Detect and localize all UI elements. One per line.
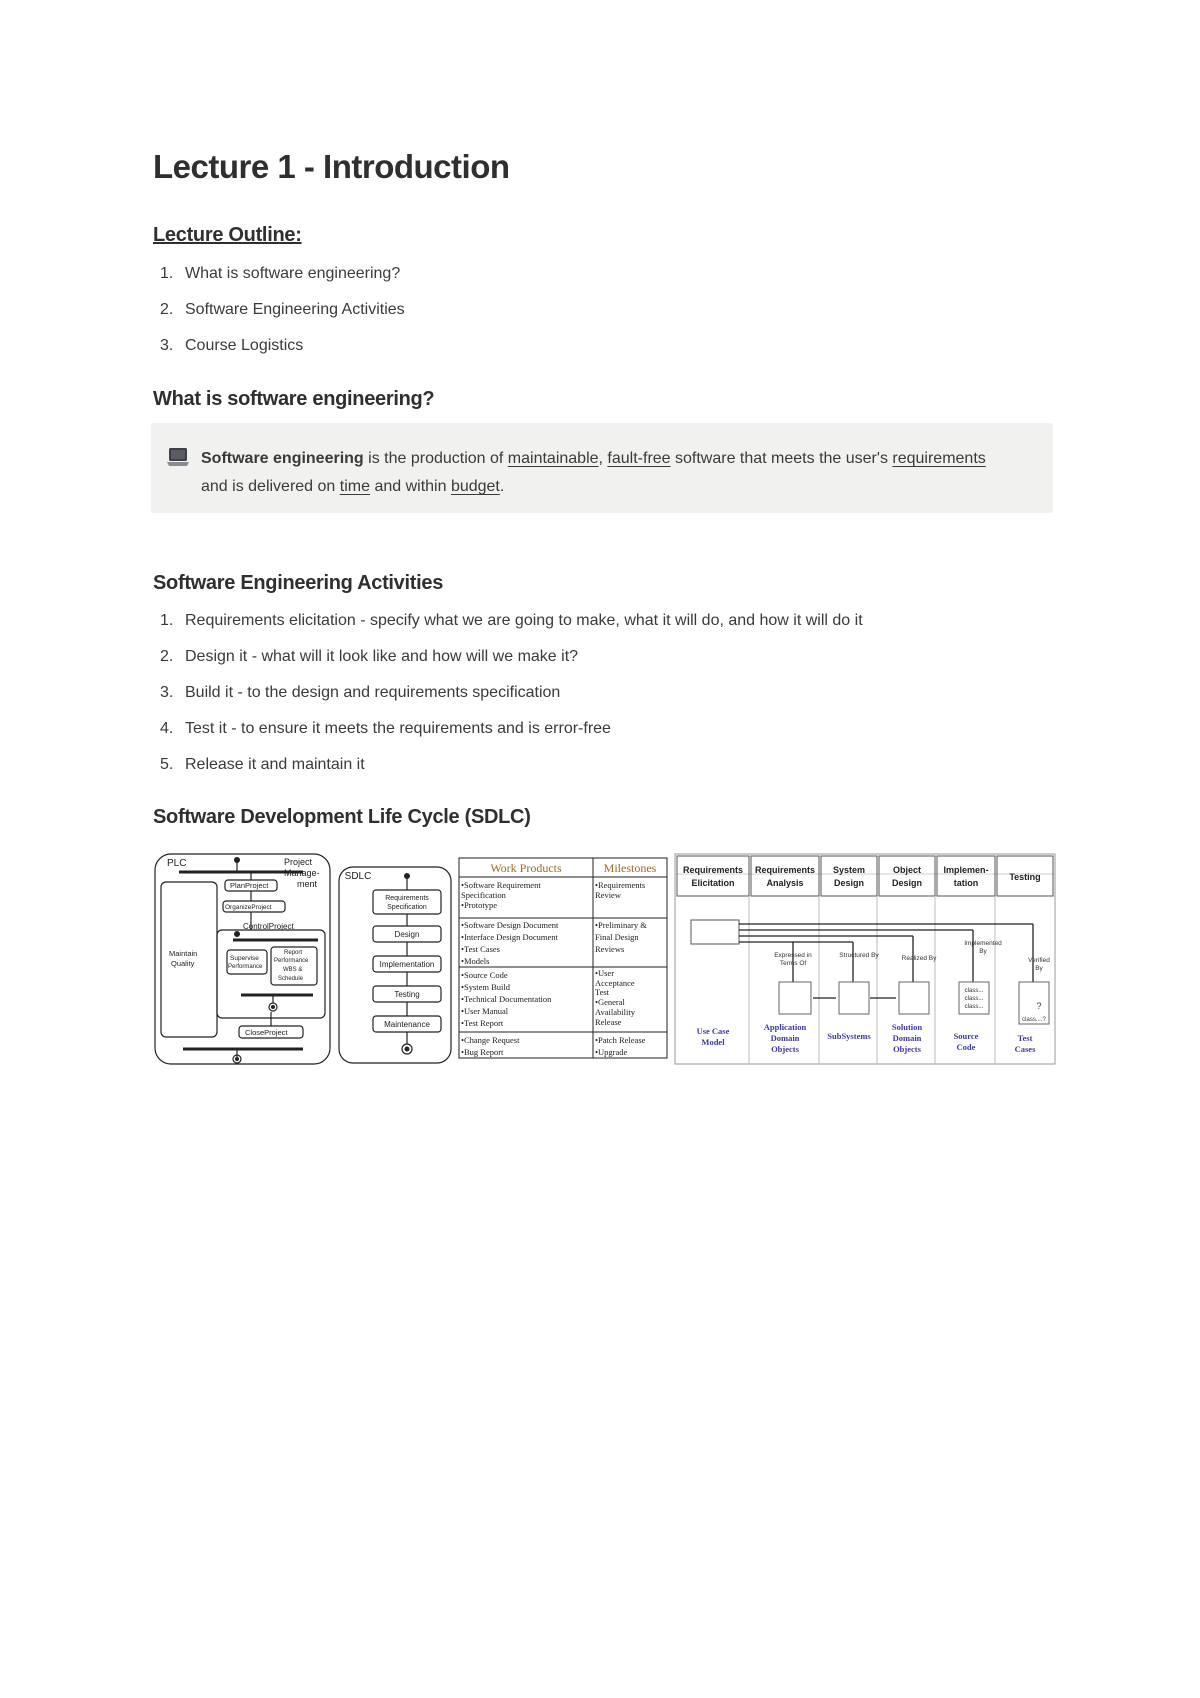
outline-heading: Lecture Outline: [153,224,302,246]
table-cell: Test [595,987,610,997]
flow-bottom-label: Application [763,1022,807,1032]
list-item: 2. Software Engineering Activities [160,301,405,318]
list-item: 3. Course Logistics [160,337,304,354]
table-cell: •Prototype [461,900,498,910]
table-cell: •Software Design Document [461,920,559,930]
flow-edge-label: Terms Of [779,960,807,967]
list-item: 5. Release it and maintain it [160,756,365,773]
flow-edge-label: Expressed in [774,952,812,959]
pm-line: Project [284,857,313,867]
table-cell: •General [595,997,625,1007]
table-cell: •Software Requirement [461,880,541,890]
flow-bottom-label: Cases [1014,1044,1036,1054]
activities-list [153,609,863,789]
laptop-icon [167,445,189,469]
table-cell: •Source Code [461,970,508,980]
table-cell: •Test Report [461,1018,504,1028]
table-cell: •Change Request [461,1035,520,1045]
table-cell: •Requirements [595,880,646,890]
code-line: class... [964,988,984,994]
list-item: 1. What is software engineering? [160,265,401,282]
flow-column-header: Testing [1009,872,1041,882]
table-cell: •User [595,968,615,978]
control-project-label: ControlProject [243,922,294,931]
flow-edge-label: Verified [1028,957,1050,964]
table-cell: •Interface Design Document [461,932,558,942]
sdlc-step-testing: Testing [394,990,420,999]
flow-column-header: Design [891,878,923,888]
section-heading-sdlc: Software Development Life Cycle (SDLC) [153,806,531,828]
report-line: Schedule [278,976,304,982]
supervise-line: Supervise [230,955,259,962]
table-cell: •System Build [461,982,511,992]
sdlc-figure [153,852,1058,1066]
flow-column-header: System [832,865,866,875]
report-line: Performance [274,958,309,964]
flow-bottom-label: Domain [892,1033,922,1043]
sdlc-step-implementation: Implementation [379,960,435,969]
flow-column-header: Requirements [754,865,816,875]
report-line: WBS & [283,967,303,973]
plc-label: PLC [167,858,187,869]
table-cell: •User Manual [461,1006,509,1016]
organize-project-label: OrganizeProject [225,904,272,911]
flow-edge-label: Structured By [839,952,879,959]
flow-column-header: Object [892,865,922,875]
table-cell: •Models [461,956,490,966]
flow-edge-label: By [979,948,987,955]
flow-column-header: tation [953,878,979,888]
plan-project-label: PlanProject [230,881,269,890]
table-cell: •Patch Release [595,1035,646,1045]
flow-bottom-label: SubSystems [827,1031,871,1041]
table-cell: •Upgrade [595,1047,628,1057]
sdlc-label: SDLC [344,871,372,882]
table-cell: •Bug Report [461,1047,504,1057]
flow-bottom-label: Model [701,1037,725,1047]
flow-bottom-label: Use Case [696,1026,730,1036]
flow-bottom-label: Test [1017,1033,1033,1043]
sdlc-step-requirements: Requirements [385,895,429,902]
table-cell: Availability [595,1007,635,1017]
report-line: Report [284,950,303,956]
table-cell: •Test Cases [461,944,500,954]
table-cell: Specification [461,890,506,900]
page-title: Lecture 1 - Introduction [153,148,510,185]
sdlc-step-requirements: Specification [387,904,427,911]
close-project-label: CloseProject [245,1028,288,1037]
section-heading-what-is: What is software engineering? [153,388,435,410]
definition-callout: Software engineering is the production of maintainable, fault-free software that meets the user's requirements and is delivered on time and within budget. [151,423,1053,513]
flow-bottom-label: Domain [770,1033,800,1043]
flow-column-header: Implemen- [943,865,989,875]
list-item: 2. Design it - what will it look like and how will we make it? [160,648,579,665]
pm-line: Manage- [284,868,320,878]
list-item: 3. Build it - to the design and requirements specification [160,684,561,701]
code-line: class... [964,996,984,1002]
flow-bottom-label: Source [953,1031,979,1041]
flow-bottom-label: Objects [771,1044,799,1054]
flow-bottom-label: Solution [891,1022,923,1032]
table-cell: Final Design [595,932,639,942]
test-glyph: ? [1036,1001,1042,1011]
supervise-line: Performance [228,964,263,970]
list-item: 1. Requirements elicitation - specify what we are going to make, what it will do, and how it will do it [160,612,863,629]
maintain-line: Quality [171,959,195,968]
table-cell: Review [595,890,621,900]
table-header: Work Products [490,861,562,875]
flow-column-header: Analysis [766,878,804,888]
maintain-line: Maintain [169,949,198,958]
flow-bottom-label: Code [956,1042,976,1052]
list-item: 4. Test it - to ensure it meets the requirements and is error-free [160,720,611,737]
flow-column-header: Requirements [682,865,744,875]
section-heading-activities: Software Engineering Activities [153,572,444,594]
flow-bottom-label: Objects [893,1044,921,1054]
outline-list [153,262,405,370]
sdlc-step-design: Design [394,930,420,939]
flow-edge-label: By [1035,965,1043,972]
flow-edge-label: Realized By [901,955,937,962]
table-cell: •Preliminary & [595,920,647,930]
flow-column-header: Design [833,878,865,888]
table-cell: Release [595,1017,622,1027]
table-cell: Acceptance [595,978,635,988]
table-header: Milestones [603,861,657,875]
table-cell: •Technical Documentation [461,994,552,1004]
flow-edge-label: Implemented [964,940,1002,947]
pm-line: ment [297,879,318,889]
test-glyph: class....? [1022,1017,1046,1023]
table-cell: Reviews [595,944,625,954]
sdlc-step-maintenance: Maintenance [384,1020,430,1029]
flow-column-header: Elicitation [691,878,735,888]
code-line: class... [964,1004,984,1010]
